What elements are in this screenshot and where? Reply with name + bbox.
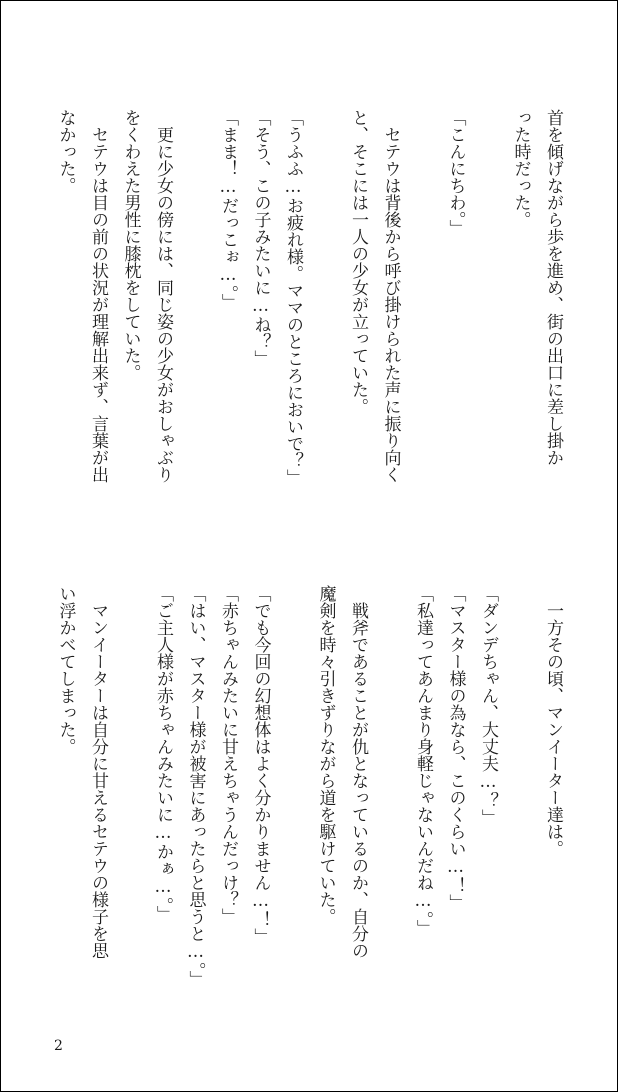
text-line: 「マスター様の為なら、このくらい…！」 — [445, 585, 466, 911]
text-line: セテウは目の前の状況が理解出来ず、言葉が出 — [88, 109, 108, 483]
text-line: った時だった。 — [510, 109, 531, 228]
text-line: 一方その頃、マンイーター達は。 — [543, 585, 563, 857]
text-line — [374, 585, 407, 1015]
text-line: 「私達ってあんまり身軽じゃないんだね…。」 — [413, 585, 433, 937]
page-number: 2 — [54, 1038, 63, 1054]
text-line: 更に少女の傍には、同じ姿の少女がおしゃぶり — [153, 109, 173, 483]
upper-text-block — [49, 109, 569, 539]
text-line: 「赤ちゃんみたいに甘えちゃうんだっけ？」 — [218, 585, 238, 925]
text-line: 「ご主人様が赤ちゃんみたいに…かぁ…。」 — [153, 585, 173, 923]
text-line: 首を傾げながら歩を進め、街の出口に差し掛か — [543, 109, 563, 466]
text-line: 戦斧であることが仇となっているのか、自分の — [348, 585, 368, 959]
text-line: 「はい、マスター様が被害にあったらと思うと…。」 — [185, 585, 206, 988]
text-line: 「そう、この子みたいに…ね？」 — [250, 109, 271, 367]
text-line — [309, 109, 342, 539]
text-line: なかった。 — [55, 109, 76, 194]
text-line: 「でも今回の幻想体はよく分かりません…！」 — [250, 585, 271, 945]
text-line: 「うふふ…お疲れ様。ママのところにおいで？」 — [283, 109, 303, 486]
text-line: をくわえた男性に膝枕をしていた。 — [120, 109, 141, 381]
text-line: マンイーターは自分に甘えるセテウの様子を思 — [88, 585, 108, 959]
text-line: 魔剣を時々引きずりながら道を駆けていた。 — [315, 585, 336, 925]
text-line: 「まま！…だっこぉ…。」 — [218, 109, 238, 311]
text-line: い浮かべてしまった。 — [55, 585, 76, 755]
text-line: と、そこには一人の少女が立っていた。 — [348, 109, 368, 415]
text-line: 「こんにちわ。」 — [445, 109, 466, 237]
text-line — [472, 109, 505, 539]
text-line — [179, 109, 212, 539]
text-line — [504, 585, 537, 1015]
text-line — [277, 585, 310, 1015]
lower-text-block — [49, 585, 569, 1015]
text-line — [114, 585, 147, 1015]
text-line: セテウは背後から呼び掛けられた声に振り向く — [380, 109, 401, 483]
text-line: 「ダンデちゃん、大丈夫…？」 — [478, 585, 498, 826]
text-line — [407, 109, 440, 539]
